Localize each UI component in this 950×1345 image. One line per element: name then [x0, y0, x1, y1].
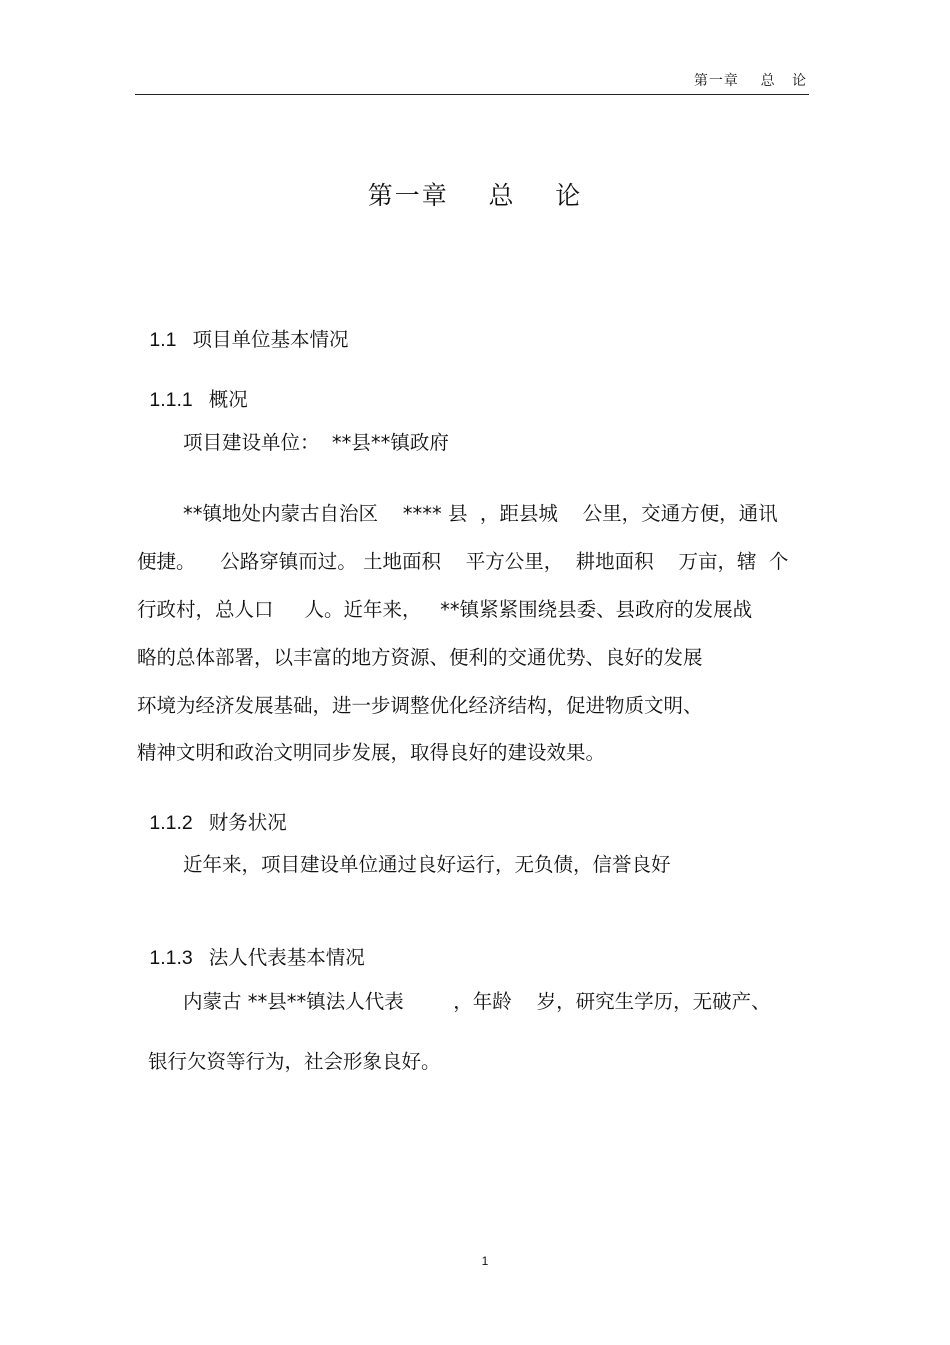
paragraph-line: 略的总体部署，以丰富的地方资源、便利的交通优势、良好的发展 — [137, 646, 703, 669]
section-title: 概况 — [208, 387, 248, 411]
paragraph-line: **镇地处内蒙古自治区 **** 县 ，距县城 公里，交通方便，通讯 — [183, 502, 778, 525]
construction-unit-line: 项目建设单位： **县**镇政府 — [183, 431, 449, 454]
section-heading-1-1-2 — [137, 793, 287, 833]
section-heading-1-1 — [137, 310, 349, 350]
section-number: 1.1.1 — [149, 388, 193, 411]
paragraph-line: 精神文明和政治文明同步发展，取得良好的建设效果。 — [137, 741, 606, 764]
section-number: 1.1.3 — [149, 946, 193, 969]
section-title: 财务状况 — [208, 810, 287, 834]
section-heading-1-1-1 — [137, 370, 248, 410]
chapter-title: 第一章 总 论 — [367, 181, 583, 210]
paragraph-line: 行政村，总人口 人。近年来， **镇紧紧围绕县委、县政府的发展战 — [137, 598, 753, 621]
header-rule — [135, 94, 809, 95]
section-number: 1.1 — [149, 328, 177, 351]
section-title: 法人代表基本情况 — [208, 945, 365, 969]
paragraph-line: 银行欠资等行为，社会形象良好。 — [148, 1050, 441, 1073]
paragraph-line: 内蒙古 **县**镇法人代表 ，年龄 岁，研究生学历，无破产、 — [183, 990, 771, 1013]
finance-paragraph: 近年来，项目建设单位通过良好运行，无负债，信誉良好 — [183, 853, 671, 876]
paragraph-line: 环境为经济发展基础，进一步调整优化经济结构，促进物质文明、 — [137, 694, 703, 717]
running-header: 第一章 总 论 — [693, 73, 807, 89]
section-number: 1.1.2 — [149, 811, 193, 834]
section-heading-1-1-3 — [137, 928, 365, 968]
paragraph-line: 便捷。 公路穿镇而过。 土地面积 平方公里， 耕地面积 万亩，辖 个 — [137, 550, 789, 573]
section-title: 项目单位基本情况 — [192, 327, 349, 351]
page-number: 1 — [481, 1254, 489, 1268]
